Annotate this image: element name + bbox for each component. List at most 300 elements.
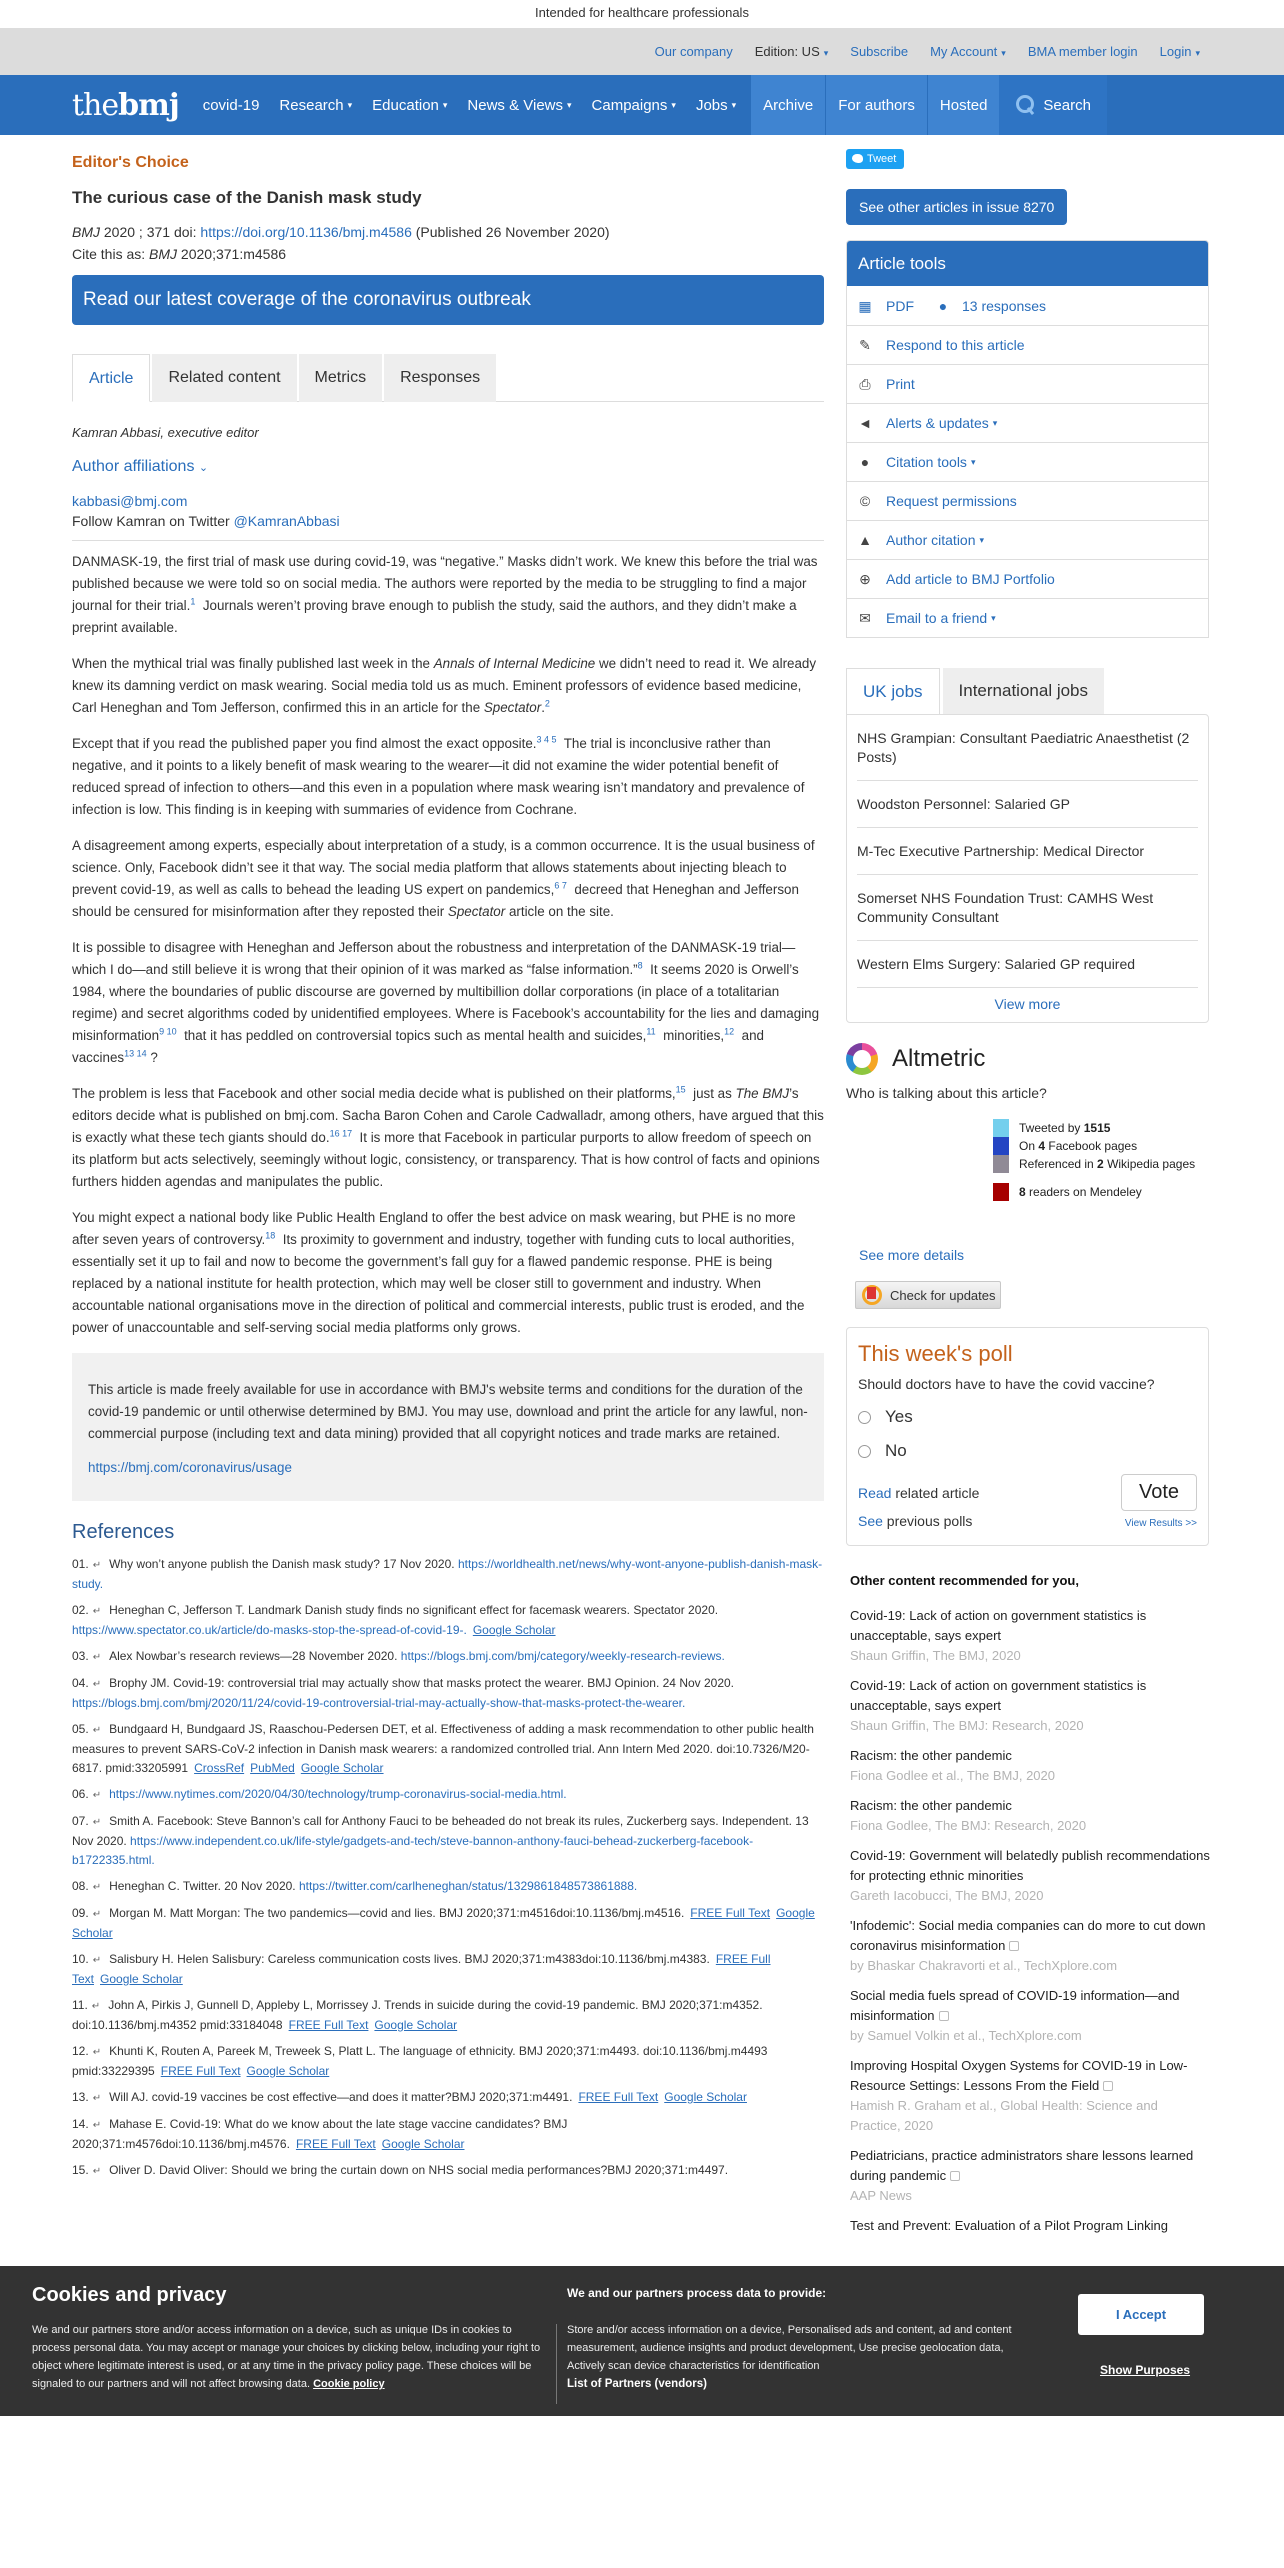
footnote-link[interactable]: 6 7 bbox=[554, 880, 567, 891]
chevron-down-icon: ▾ bbox=[1001, 48, 1006, 58]
return-arrow-icon[interactable]: ↵ bbox=[92, 2166, 102, 2177]
return-arrow-icon[interactable]: ↵ bbox=[92, 1679, 102, 1690]
search-icon bbox=[1015, 94, 1035, 116]
tab-related-content[interactable]: Related content bbox=[152, 354, 296, 402]
search-button[interactable] bbox=[999, 75, 1107, 135]
text: ’s editors decide what is published on bmj.com. Sacha Baron Cohen and Carole Cadwalladr, among others, have argued that this is exactly what these tech giants should do. bbox=[72, 1086, 824, 1145]
post: readers on Mendeley bbox=[1025, 1185, 1142, 1199]
recommended-title[interactable]: Pediatricians, practice administrators share lessons learned during pandemic bbox=[850, 2148, 1194, 2183]
recommended-source: Shaun Griffin, The BMJ: Research, 2020 bbox=[850, 1718, 1084, 1733]
footnote-link[interactable]: 11 bbox=[646, 1026, 656, 1037]
text: we didn’t need to read it. We already knew its damning verdict on mask wearing. Social media told us as much. Eminent professors of evidence based medicine, Carl Heneghan and Tom Jefferson, confirmed this in an article for the bbox=[72, 656, 817, 715]
return-arrow-icon[interactable]: ↵ bbox=[92, 1790, 102, 1801]
reference-text: Brophy JM. Covid-19: controversial trial may actually show that masks protect the wearer. BMJ Opinion. 24 Nov 2020. bbox=[109, 1676, 735, 1690]
tab-article[interactable]: Article bbox=[72, 354, 150, 402]
login-label: Login bbox=[1159, 44, 1192, 59]
paragraph bbox=[72, 1083, 824, 1193]
cite-prefix: Cite this as: bbox=[72, 246, 150, 262]
count: 4 bbox=[1038, 1139, 1046, 1153]
count: 2 bbox=[1097, 1157, 1104, 1171]
return-arrow-icon[interactable]: ↵ bbox=[92, 2047, 102, 2058]
article-kicker: Editor's Choice bbox=[72, 154, 189, 171]
reference-text: Khunti K, Routen A, Pareek M, Treweek S, Platt L. The language of ethnicity. BMJ 2020;371:m4493. doi:10.1136/bmj.m4493 pmid:33229395 bbox=[72, 2044, 768, 2078]
show-purposes-link[interactable]: Show Purposes bbox=[1100, 2363, 1191, 2377]
recommended-item[interactable] bbox=[850, 1606, 1210, 1666]
text: just as bbox=[693, 1086, 736, 1101]
altmetric-row bbox=[993, 1183, 1210, 1201]
recommended-item[interactable] bbox=[850, 1986, 1210, 2046]
edit-icon: ✎ bbox=[859, 337, 871, 353]
article-tools-panel bbox=[846, 240, 1209, 638]
recommended-title[interactable]: Covid-19: Lack of action on government statistics is unacceptable, says expert bbox=[850, 1608, 1147, 1643]
text: Spectator bbox=[483, 700, 542, 715]
author-email-link[interactable]: kabbasi@bmj.com bbox=[72, 493, 188, 509]
twitter-handle-link[interactable]: @KamranAbbasi bbox=[233, 513, 340, 529]
chevron-down-icon: ▾ bbox=[567, 99, 572, 110]
reference-link-google-scholar[interactable]: Google Scholar bbox=[472, 1623, 556, 1637]
text: Annals of Internal Medicine bbox=[433, 656, 596, 671]
footnote-link[interactable]: 16 17 bbox=[329, 1128, 353, 1139]
return-arrow-icon[interactable]: ↵ bbox=[92, 1606, 102, 1617]
chevron-down-icon: ▾ bbox=[442, 99, 448, 110]
tool-row[interactable] bbox=[847, 481, 1208, 520]
recommended-item[interactable] bbox=[850, 1796, 1210, 1836]
text: It is more that Facebook in particular purports to allow freedom of speech on its platform but acts selectively, seemingly without logic, consistency, or transparency. That is how control of facts and opinions furthers hidden agendas and manipulates the public. bbox=[72, 1130, 820, 1189]
recommended-item[interactable] bbox=[850, 1916, 1210, 1976]
footnote-link[interactable]: 12 bbox=[724, 1026, 735, 1037]
reference-url[interactable]: https://blogs.bmj.com/bmj/2020/11/24/covid-19-controversial-trial-may-actually-show-that-masks-protect-the-wearer. bbox=[72, 1696, 686, 1710]
article-body bbox=[72, 551, 824, 1339]
tool-label[interactable]: Respond to this article bbox=[886, 337, 1025, 353]
altmetric-legend[interactable] bbox=[993, 1119, 1210, 1201]
tool-label[interactable]: Alerts & updates bbox=[886, 415, 989, 431]
divider bbox=[556, 2324, 557, 2404]
poll-question: Should doctors have to have the covid vaccine? bbox=[858, 1376, 1155, 1392]
reference-link-google-scholar[interactable]: Google Scholar bbox=[381, 2137, 465, 2151]
reference-url[interactable]: https://worldhealth.net/news/why-wont-anyone-publish-danish-mask-study. bbox=[72, 1557, 823, 1591]
job-listing[interactable]: NHS Grampian: Consultant Paediatric Anaesthetist (2 Posts) bbox=[857, 715, 1198, 781]
see-more-details-link[interactable]: See more details bbox=[859, 1247, 965, 1263]
subscribe-link[interactable]: Subscribe bbox=[850, 44, 909, 59]
altmetric-row bbox=[993, 1155, 1210, 1173]
text: A disagreement among experts, especially about interpretation of a study, is a common occurrence. It is the usual business of science. Only, Facebook didn’t see it that way. The social media platform that allows statements about injecting bleach to prevent covid-19, as well as calls to behead the leading US expert on pandemics, bbox=[72, 838, 815, 897]
reference-number: 06. bbox=[72, 1787, 89, 1801]
text: DANMASK-19, the first trial of mask use during covid-19, was “negative.” Masks didn’t work. We knew this before the trial was published because we were told so on social media. The authors were reported by the media to be struggling to find a major journal for their trial. bbox=[72, 554, 818, 613]
poll-links bbox=[858, 1475, 979, 1531]
author-affiliations-toggle[interactable] bbox=[72, 456, 208, 479]
altmetric-row bbox=[993, 1119, 1210, 1137]
tool-label[interactable]: Request permissions bbox=[886, 493, 1017, 509]
recommended-title-wrap bbox=[850, 2146, 1210, 2186]
nav-label: Campaigns bbox=[591, 96, 668, 114]
text: The trial is inconclusive rather than negative, and it points to a likely benefit of mask wearing to the wearer—it did not examine the wider potential benefit of reduced spread of infection to others—and this even in a population where mask wearing isn’t mandatory and prevalence of infection is low. This finding is in keeping with summaries of evidence from Cochrane. bbox=[72, 736, 805, 817]
text: and vaccines bbox=[72, 1028, 764, 1065]
recommended-source: Fiona Godlee, The BMJ: Research, 2020 bbox=[850, 1818, 1087, 1833]
article-tabs bbox=[72, 354, 824, 402]
plus-circle-icon: ⊕ bbox=[859, 571, 871, 587]
reference-link-pubmed[interactable]: PubMed bbox=[250, 1761, 295, 1775]
paragraph bbox=[72, 937, 824, 1069]
legend-swatch bbox=[993, 1183, 1009, 1201]
reference-item bbox=[72, 2161, 824, 2181]
see-other-articles-button[interactable]: See other articles in issue 8270 bbox=[846, 189, 1067, 225]
reference-text: Smith A. Facebook: Steve Bannon’s call for Anthony Fauci to be beheaded do not break its rules, Zuckerberg says. Independent. 13 Nov 2020. bbox=[72, 1814, 809, 1848]
option-label: Yes bbox=[885, 1407, 913, 1426]
return-arrow-icon[interactable]: ↵ bbox=[92, 1817, 102, 1828]
nav-hosted[interactable]: Hosted bbox=[927, 75, 1000, 135]
text: It is possible to disagree with Heneghan and Jefferson about the robustness and interpretation of the DANMASK-19 trial—which I do—and still believe it is wrong that their opinion of it was marked as “false information.” bbox=[72, 940, 796, 977]
pdf-link[interactable]: PDF bbox=[886, 297, 914, 314]
reference-number: 07. bbox=[72, 1814, 89, 1828]
altmetric-row-text bbox=[1019, 1157, 1195, 1171]
return-arrow-icon[interactable]: ↵ bbox=[92, 2093, 102, 2104]
recommended-title[interactable]: Improving Hospital Oxygen Systems for COVID-19 in Low-Resource Settings: Lessons From the Field bbox=[850, 2058, 1188, 2093]
envelope-icon: ✉ bbox=[859, 610, 871, 626]
reference-link-google-scholar[interactable]: Google Scholar bbox=[246, 2064, 330, 2078]
tool-row[interactable] bbox=[847, 598, 1208, 637]
nav-for-authors[interactable]: For authors bbox=[825, 75, 927, 135]
see-rest: previous polls bbox=[882, 1513, 973, 1529]
print-icon: ⎙ bbox=[859, 376, 871, 392]
tool-rows bbox=[847, 325, 1208, 637]
return-arrow-icon[interactable]: ↵ bbox=[92, 1725, 102, 1736]
doi-link[interactable]: https://doi.org/10.1136/bmj.m4586 bbox=[200, 224, 412, 240]
altmetric-row-text bbox=[1019, 1121, 1110, 1135]
check-for-updates-button[interactable] bbox=[855, 1281, 1001, 1309]
see-link[interactable]: See bbox=[858, 1513, 883, 1529]
tab-responses[interactable]: Responses bbox=[384, 354, 496, 402]
altmetric-question: Who is talking about this article? bbox=[846, 1085, 1047, 1101]
jobs-tabs bbox=[846, 668, 1210, 714]
reference-item bbox=[72, 1812, 824, 1870]
footnote-link[interactable]: 15 bbox=[675, 1084, 686, 1095]
bma-member-login-link[interactable]: BMA member login bbox=[1027, 44, 1138, 59]
footnote-link[interactable]: 18 bbox=[265, 1230, 276, 1241]
edition-selector[interactable] bbox=[755, 44, 829, 59]
article-column bbox=[72, 135, 824, 2188]
copyright-icon: © bbox=[859, 493, 871, 509]
nav-item-news-views[interactable] bbox=[457, 75, 581, 135]
reference-url[interactable]: https://blogs.bmj.com/bmj/category/weekly-research-reviews. bbox=[400, 1649, 725, 1663]
count: 1515 bbox=[1083, 1121, 1111, 1135]
chevron-down-icon: ▾ bbox=[970, 456, 976, 467]
nav-label: News & Views bbox=[467, 96, 563, 114]
pre: Referenced in bbox=[1019, 1157, 1098, 1171]
weekly-poll bbox=[846, 1327, 1209, 1546]
text: It seems 2020 is Orwell’s 1984, where the boundaries of public discourse are governed by multibillion dollar corporations (in place of a totalitarian regime) and secret algorithms coded by unidentified employees. Where is Facebook’s accountability for the lies and damaging misinformation bbox=[72, 962, 820, 1043]
reference-item bbox=[72, 1904, 824, 1943]
recommended-heading: Other content recommended for you, bbox=[850, 1573, 1079, 1588]
references-heading: References bbox=[72, 1521, 175, 1543]
our-company-link[interactable]: Our company bbox=[654, 44, 733, 59]
edition-label: Edition: US bbox=[754, 44, 820, 59]
post: Facebook pages bbox=[1045, 1139, 1138, 1153]
text: The BMJ bbox=[735, 1086, 790, 1101]
my-account-menu[interactable] bbox=[930, 44, 1006, 59]
return-arrow-icon[interactable]: ↵ bbox=[92, 1652, 102, 1663]
purposes-text: Store and/or access information on a device, Personalised ads and content, ad and content measurement, audience insights and product development, Use precise geolocation data, Actively scan device characteristics for identification bbox=[567, 2324, 1012, 2372]
tool-label[interactable]: Email to a friend bbox=[886, 610, 988, 626]
tool-row[interactable] bbox=[847, 325, 1208, 364]
list-of-partners-link[interactable]: List of Partners (vendors) bbox=[567, 2378, 707, 2390]
recommended-title[interactable]: Covid-19: Lack of action on government statistics is unacceptable, says expert bbox=[850, 1678, 1147, 1713]
poll-actions bbox=[1121, 1474, 1197, 1531]
recommended-source: Fiona Godlee et al., The BMJ, 2020 bbox=[850, 1768, 1055, 1783]
pre: On bbox=[1019, 1139, 1039, 1153]
user-icon: ▲ bbox=[858, 532, 872, 548]
tool-label[interactable]: Citation tools bbox=[886, 454, 967, 470]
chevron-down-icon: ▾ bbox=[347, 99, 353, 110]
footnote-link[interactable]: 3 4 5 bbox=[536, 734, 557, 745]
text: that it has peddled on controversial topics such as mental health and suicides, bbox=[184, 1028, 647, 1043]
reference-link-free-full-text[interactable]: FREE Full Text bbox=[295, 2137, 376, 2151]
cookie-title: Cookies and privacy bbox=[32, 2284, 227, 2306]
reference-url[interactable]: https://www.independent.co.uk/life-style/gadgets-and-tech/steve-bannon-anthony-fauci-behead-zuckerberg-facebook-b1722335.html. bbox=[72, 1834, 754, 1867]
return-arrow-icon[interactable]: ↵ bbox=[92, 1955, 102, 1966]
reference-text: Salisbury H. Helen Salisbury: Careless communication costs lives. BMJ 2020;371:m4383doi:10.1136/bmj.m4383. bbox=[109, 1952, 710, 1966]
nav-item-campaigns[interactable] bbox=[582, 75, 686, 135]
reference-number: 15. bbox=[72, 2163, 89, 2177]
altmetric-donut-icon bbox=[846, 1043, 878, 1075]
recommended-title-wrap bbox=[850, 1986, 1210, 2026]
external-link-icon bbox=[1009, 1941, 1019, 1951]
text: Spectator bbox=[447, 904, 506, 919]
tab-metrics[interactable]: Metrics bbox=[299, 354, 383, 402]
job-listing[interactable]: Woodston Personnel: Salaried GP bbox=[857, 781, 1198, 828]
job-listing[interactable]: Western Elms Surgery: Salaried GP required bbox=[857, 941, 1198, 988]
reference-text: Oliver D. David Oliver: Should we bring the curtain down on NHS social media performances?BMJ 2020;371:m4497. bbox=[109, 2163, 729, 2177]
recommended-title-wrap bbox=[850, 2216, 1210, 2236]
reference-number: 12. bbox=[72, 2044, 89, 2058]
healthcare-professionals-notice: Intended for healthcare professionals bbox=[0, 0, 1284, 28]
reference-number: 02. bbox=[72, 1603, 89, 1617]
tool-row[interactable] bbox=[847, 364, 1208, 403]
radio-no[interactable] bbox=[858, 1445, 871, 1458]
reference-link-free-full-text[interactable]: FREE Full Text bbox=[72, 1952, 771, 1986]
check-updates-label: Check for updates bbox=[890, 1287, 996, 1303]
cookie-body: We and our partners store and/or access information on a device, such as unique IDs in cookies to process personal data. You may accept or manage your choices by clicking below, including your right to object where legitimate interest is used, or at any time in the privacy policy page. These choices will be signaled to our partners and will not affect browsing data. bbox=[32, 2324, 541, 2390]
recommended-source: by Bhaskar Chakravorti et al., TechXplore.com bbox=[850, 1958, 1118, 1973]
reference-item bbox=[72, 1785, 824, 1805]
reference-number: 03. bbox=[72, 1649, 89, 1663]
article-citation bbox=[72, 221, 824, 265]
reference-link-google-scholar[interactable]: Google Scholar bbox=[72, 1906, 815, 1940]
pre: Tweeted by bbox=[1019, 1121, 1084, 1135]
reference-link-free-full-text[interactable]: FREE Full Text bbox=[288, 2018, 369, 2032]
radio-yes[interactable] bbox=[858, 1411, 871, 1424]
text: You might expect a national body like Public Health England to offer the best advice on mask wearing, but PHE is no more after seven years of controversy. bbox=[72, 1210, 796, 1247]
recommended-item[interactable] bbox=[850, 1846, 1210, 1906]
recommended-title[interactable]: Social media fuels spread of COVID-19 information—and misinformation bbox=[850, 1988, 1180, 2023]
tool-label[interactable]: Print bbox=[886, 376, 915, 392]
return-arrow-icon[interactable]: ↵ bbox=[92, 2120, 102, 2131]
nav-item-education[interactable] bbox=[362, 75, 457, 135]
view-more-jobs-link[interactable]: View more bbox=[994, 996, 1061, 1012]
reference-text: Morgan M. Matt Morgan: The two pandemics—covid and lies. BMJ 2020;371:m4516doi:10.1136/bmj.m4516. bbox=[109, 1906, 685, 1920]
read-related-article bbox=[858, 1483, 979, 1503]
cookie-text bbox=[32, 2321, 542, 2393]
recommended-title[interactable]: 'Infodemic': Social media companies can do more to cut down coronavirus misinformation bbox=[850, 1918, 1206, 1953]
poll-title: This week's poll bbox=[858, 1341, 1013, 1366]
year-volume: 2020 ; 371 doi: bbox=[100, 224, 201, 240]
footnote-link[interactable]: 13 14 bbox=[124, 1048, 147, 1059]
recommended-title-wrap bbox=[850, 1606, 1210, 1646]
reference-text: Mahase E. Covid-19: What do we know about the late stage vaccine candidates? BMJ 2020;371:m4576doi:10.1136/bmj.m4576. bbox=[72, 2117, 568, 2151]
recommended-source: Hamish R. Graham et al., Global Health: Science and Practice, 2020 bbox=[850, 2098, 1158, 2133]
recommended-source: by Samuel Volkin et al., TechXplore.com bbox=[850, 2028, 1082, 2043]
text: Journals weren’t proving brave enough to publish the study, said the authors, and they didn’t make a preprint available. bbox=[72, 598, 797, 635]
nav-item-research[interactable] bbox=[269, 75, 362, 135]
jobs-list bbox=[846, 714, 1209, 1023]
logo-bmj: bmj bbox=[118, 87, 179, 123]
reference-link-google-scholar[interactable]: Google Scholar bbox=[300, 1761, 384, 1775]
paragraph: When the mythical trial was finally published last week in the Annals of Internal Medicine we didn’t need to read it. We already knew its damning verdict on mask wearing. Social media told us as much. Eminent professors of evidence based medicine, Carl Heneghan and Tom Jefferson, confirmed this in an article for the Spectator.$^2$ bbox=[72, 656, 817, 715]
see-previous-polls bbox=[858, 1511, 979, 1531]
recommended-source: Gareth Iacobucci, The BMJ, 2020 bbox=[850, 1888, 1044, 1903]
recommended-title-wrap bbox=[850, 1796, 1210, 1816]
external-link-icon bbox=[950, 2171, 960, 2181]
text: Except that if you read the published paper you find almost the exact opposite. bbox=[72, 736, 537, 751]
reference-link-crossref[interactable]: CrossRef bbox=[194, 1761, 245, 1775]
reference-link-free-full-text[interactable]: FREE Full Text bbox=[690, 1906, 771, 1920]
cookie-policy-link[interactable]: Cookie policy bbox=[313, 2378, 385, 2390]
bmj-logo[interactable] bbox=[72, 75, 179, 135]
text: decreed that Heneghan and Jefferson should be censured for misinformation after they reposted their bbox=[72, 882, 799, 919]
comment-icon: ● bbox=[938, 297, 948, 314]
reference-item bbox=[72, 1555, 824, 1594]
tab-international-jobs[interactable]: International jobs bbox=[943, 668, 1104, 714]
nav-label: covid-19 bbox=[202, 96, 260, 114]
reference-url[interactable]: https://www.spectator.co.uk/article/do-masks-stop-the-spread-of-covid-19-. bbox=[72, 1623, 467, 1637]
job-listing[interactable]: Somerset NHS Foundation Trust: CAMHS West Community Consultant bbox=[857, 875, 1198, 941]
tweet-button[interactable] bbox=[846, 149, 904, 169]
reference-number: 05. bbox=[72, 1722, 89, 1736]
reference-link-google-scholar[interactable]: Google Scholar bbox=[100, 1972, 183, 1986]
nav-label: Jobs bbox=[695, 96, 728, 114]
external-link-icon bbox=[1103, 2081, 1113, 2091]
responses-link[interactable]: 13 responses bbox=[962, 297, 1047, 314]
recommended-item[interactable] bbox=[850, 1676, 1210, 1736]
chevron-down-icon: ▾ bbox=[823, 48, 829, 58]
tab-uk-jobs[interactable]: UK jobs bbox=[846, 668, 940, 714]
recommended-title[interactable]: Test and Prevent: Evaluation of a Pilot Program Linking bbox=[850, 2218, 1168, 2233]
footnote-link[interactable]: 9 10 bbox=[159, 1026, 177, 1037]
cite-journal: BMJ bbox=[149, 246, 178, 262]
option-label: No bbox=[885, 1441, 907, 1460]
recommended-source: AAP News bbox=[850, 2188, 912, 2203]
return-arrow-icon[interactable]: ↵ bbox=[92, 1909, 102, 1920]
cookie-consent-banner bbox=[0, 2266, 1284, 2416]
covid-coverage-banner[interactable]: Read our latest coverage of the coronavirus outbreak bbox=[72, 275, 824, 325]
nav-item-jobs[interactable] bbox=[686, 75, 746, 135]
cite-reference: 2020;371:m4586 bbox=[177, 246, 287, 262]
reference-link-google-scholar[interactable]: Google Scholar bbox=[374, 2018, 458, 2032]
article-tools-heading: Article tools bbox=[847, 241, 1208, 286]
reference-item bbox=[72, 2115, 824, 2154]
twitter-bird-icon bbox=[852, 154, 863, 163]
chevron-down-icon: ▾ bbox=[1195, 48, 1200, 58]
recommended-title[interactable]: Racism: the other pandemic bbox=[850, 1798, 1012, 1813]
chevron-down-icon: ▾ bbox=[671, 99, 676, 110]
tool-row[interactable] bbox=[847, 559, 1208, 598]
reference-number: 09. bbox=[72, 1906, 89, 1920]
crossmark-icon bbox=[862, 1285, 882, 1305]
nav-label: Research bbox=[279, 96, 344, 114]
recommended-item[interactable] bbox=[850, 2146, 1210, 2206]
reference-url[interactable]: https://www.nytimes.com/2020/04/30/technology/trump-coronavirus-social-media.html. bbox=[109, 1787, 567, 1801]
post: Wikipedia pages bbox=[1103, 1157, 1196, 1171]
reference-text: John A, Pirkis J, Gunnell D, Appleby L, Morrissey J. Trends in suicide during the covid-19 pandemic. BMJ 2020;371:m4352. doi:10.1136/bmj.m4352 pmid:33184048 bbox=[72, 1998, 763, 2032]
purposes-heading: We and our partners process data to provide: bbox=[567, 2286, 827, 2300]
tool-row[interactable] bbox=[847, 442, 1208, 481]
reference-number: 04. bbox=[72, 1676, 89, 1690]
tool-label[interactable]: Add article to BMJ Portfolio bbox=[886, 571, 1055, 587]
reference-url[interactable]: https://twitter.com/carlheneghan/status/1329861848573861888. bbox=[298, 1879, 638, 1893]
read-link[interactable]: Read bbox=[858, 1485, 892, 1501]
recommended-title-wrap bbox=[850, 1676, 1210, 1716]
globe-icon: ● bbox=[860, 454, 870, 470]
text: article on the site. bbox=[505, 904, 614, 919]
footnote-link[interactable]: 8 bbox=[637, 960, 643, 971]
recommended-item[interactable] bbox=[850, 2056, 1210, 2136]
recommended-item[interactable] bbox=[850, 2216, 1210, 2236]
poll-option-no[interactable] bbox=[858, 1440, 1197, 1462]
reference-link-free-full-text[interactable]: FREE Full Text bbox=[160, 2064, 241, 2078]
tool-label[interactable]: Author citation bbox=[886, 532, 976, 548]
nav-item-covid-19[interactable] bbox=[193, 75, 270, 135]
license-text: This article is made freely available for use in accordance with BMJ's website terms and conditions for the duration of the covid-19 pandemic or until otherwise determined by BMJ. You may use, download and print the article for any lawful, non-commercial purpose (including text and data mining) provided that all copyright notices and trade marks are retained. bbox=[88, 1382, 808, 1441]
recommended-title[interactable]: Racism: the other pandemic bbox=[850, 1748, 1012, 1763]
poll-option-yes[interactable] bbox=[858, 1406, 1197, 1428]
reference-text: Bundgaard H, Bundgaard JS, Raaschou-Pedersen DET, et al. Effectiveness of adding a mask recommendation to other public health measures to prevent SARS-CoV-2 infection in Danish mask wearers: a randomized controlled trial. Ann Intern Med 2020. doi:10.7326/M20-6817. pmid:33205991 bbox=[72, 1722, 814, 1775]
nav-label: Education bbox=[372, 96, 439, 114]
return-arrow-icon[interactable]: ↵ bbox=[92, 1882, 102, 1893]
reference-link-free-full-text[interactable]: FREE Full Text bbox=[578, 2090, 659, 2104]
reference-number: 01. bbox=[72, 1557, 89, 1571]
legend-swatch bbox=[993, 1137, 1009, 1155]
tool-row[interactable] bbox=[847, 520, 1208, 559]
article-title: The curious case of the Danish mask study bbox=[72, 188, 422, 207]
reference-item bbox=[72, 1950, 824, 1989]
external-link-icon bbox=[939, 2011, 949, 2021]
nav-items bbox=[193, 75, 746, 135]
reference-link-google-scholar[interactable]: Google Scholar bbox=[664, 2090, 747, 2104]
return-arrow-icon[interactable]: ↵ bbox=[91, 2001, 101, 2012]
footnote-link[interactable]: 1 bbox=[190, 596, 196, 607]
recommended-title[interactable]: Covid-19: Government will belatedly publish recommendations for protecting ethnic minorities bbox=[850, 1848, 1210, 1883]
reference-number: 13. bbox=[72, 2090, 89, 2104]
reference-number: 10. bbox=[72, 1952, 89, 1966]
return-arrow-icon[interactable]: ↵ bbox=[92, 1560, 102, 1571]
nav-archive[interactable]: Archive bbox=[750, 75, 825, 135]
footnote-link[interactable]: 2 bbox=[544, 698, 550, 709]
tool-row[interactable] bbox=[847, 403, 1208, 442]
vote-button[interactable]: Vote bbox=[1121, 1474, 1197, 1511]
altmetric-row bbox=[993, 1137, 1210, 1155]
spacer bbox=[993, 1173, 1210, 1183]
login-menu[interactable] bbox=[1160, 44, 1200, 59]
utility-nav bbox=[0, 28, 1284, 75]
reference-item bbox=[72, 2088, 824, 2108]
accept-cookies-button[interactable]: I Accept bbox=[1078, 2294, 1204, 2335]
job-listing[interactable]: M-Tec Executive Partnership: Medical Director bbox=[857, 828, 1198, 875]
reference-item bbox=[72, 1877, 824, 1897]
tweet-label: Tweet bbox=[867, 153, 897, 165]
recommended-item[interactable] bbox=[850, 1746, 1210, 1786]
view-results-link[interactable]: View Results >> bbox=[1124, 1518, 1197, 1529]
license-usage-link[interactable]: https://bmj.com/coronavirus/usage bbox=[88, 1460, 292, 1475]
paragraph bbox=[72, 835, 824, 923]
